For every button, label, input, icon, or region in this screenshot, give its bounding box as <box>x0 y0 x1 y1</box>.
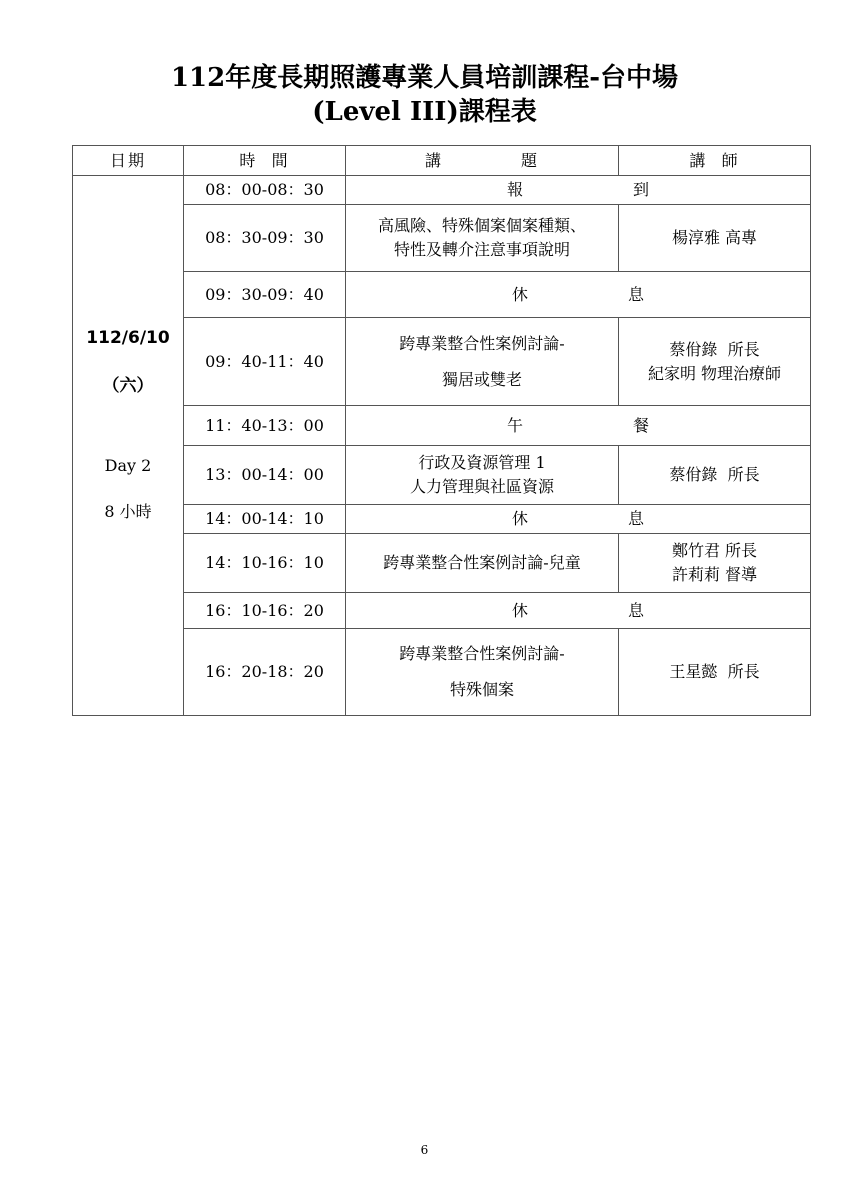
page-number: 6 <box>420 1143 429 1157</box>
session-date: 112/6/10 <box>86 328 170 348</box>
topic-cell <box>346 505 811 534</box>
date-cell <box>73 176 184 716</box>
topic-cell <box>346 272 811 318</box>
table-row <box>73 318 811 406</box>
topic-text-a: 休 <box>511 509 528 528</box>
table-row <box>73 446 811 505</box>
table-row <box>73 593 811 629</box>
session-hours: 8 小時 <box>104 502 152 521</box>
time-cell: 14：10-16：10 <box>184 534 346 593</box>
lecturer-line-1: 楊淳雅 高專 <box>671 228 758 247</box>
table-row <box>73 534 811 593</box>
time-cell: 14：00-14：10 <box>184 505 346 534</box>
lecturer-cell <box>619 629 811 716</box>
time-cell: 08：00-08：30 <box>184 176 346 205</box>
table-header-row <box>73 146 811 176</box>
schedule-table <box>72 145 811 716</box>
topic-line-2: 特性及轉介注意事項說明 <box>393 240 570 259</box>
topic-cell <box>346 205 619 272</box>
lecturer-line-1: 蔡佾錄 所長 <box>669 339 760 359</box>
topic-text-a: 休 <box>511 284 528 304</box>
topic-line-2: 獨居或雙老 <box>441 369 522 389</box>
document-subtitle: (Level III)課程表 <box>312 97 537 127</box>
session-weekday: （六） <box>102 376 154 396</box>
time-cell: 16：20-18：20 <box>184 629 346 716</box>
lecturer-line-2: 紀家明 物理治療師 <box>647 363 782 383</box>
topic-line-1: 跨專業整合性案例討論- <box>399 333 565 353</box>
topic-cell <box>346 629 619 716</box>
topic-text-a: 報 <box>506 180 523 199</box>
topic-text-a: 休 <box>511 600 528 620</box>
topic-line-1: 跨專業整合性案例討論-兒童 <box>383 553 581 572</box>
header-lecturer: 講 師 <box>619 146 811 176</box>
topic-text-b: 息 <box>628 509 645 528</box>
document-title: 112年度長期照護專業人員培訓課程-台中場 <box>170 63 679 93</box>
topic-cell <box>346 593 811 629</box>
topic-text-b: 息 <box>628 284 645 304</box>
table-row <box>73 272 811 318</box>
header-time: 時 間 <box>184 146 346 176</box>
lecturer-line-1: 王星懿 所長 <box>669 662 760 681</box>
lecturer-cell <box>619 318 811 406</box>
topic-text-b: 息 <box>628 600 645 620</box>
table-row <box>73 505 811 534</box>
topic-text-b: 到 <box>633 180 650 199</box>
table-row <box>73 176 811 205</box>
topic-cell <box>346 446 619 505</box>
topic-cell <box>346 534 619 593</box>
time-cell: 11：40-13：00 <box>184 406 346 446</box>
topic-cell <box>346 318 619 406</box>
time-cell: 09：30-09：40 <box>184 272 346 318</box>
lecturer-line-1: 蔡佾錄 所長 <box>669 465 760 484</box>
topic-text-a: 午 <box>506 415 523 435</box>
table-row <box>73 629 811 716</box>
lecturer-cell <box>619 534 811 593</box>
topic-line-1: 行政及資源管理 1 <box>418 453 546 472</box>
header-topic: 講 題 <box>346 146 619 176</box>
time-cell: 08：30-09：30 <box>184 205 346 272</box>
topic-text-b: 餐 <box>633 415 650 435</box>
lecturer-cell <box>619 446 811 505</box>
topic-line-2: 特殊個案 <box>449 680 514 699</box>
topic-cell <box>346 176 811 205</box>
time-cell: 13：00-14：00 <box>184 446 346 505</box>
lecturer-line-1: 鄭竹君 所長 <box>671 541 758 560</box>
time-cell: 09：40-11：40 <box>184 318 346 406</box>
time-cell: 16：10-16：20 <box>184 593 346 629</box>
topic-line-1: 高風險、特殊個案個案種類、 <box>377 216 586 235</box>
session-day-label: Day 2 <box>104 456 152 475</box>
topic-cell <box>346 406 811 446</box>
header-date: 日期 <box>73 146 184 176</box>
table-row <box>73 205 811 272</box>
lecturer-cell <box>619 205 811 272</box>
topic-line-1: 跨專業整合性案例討論- <box>399 644 565 663</box>
topic-line-2: 人力管理與社區資源 <box>409 477 554 496</box>
table-row <box>73 406 811 446</box>
lecturer-line-2: 許莉莉 督導 <box>671 565 758 584</box>
